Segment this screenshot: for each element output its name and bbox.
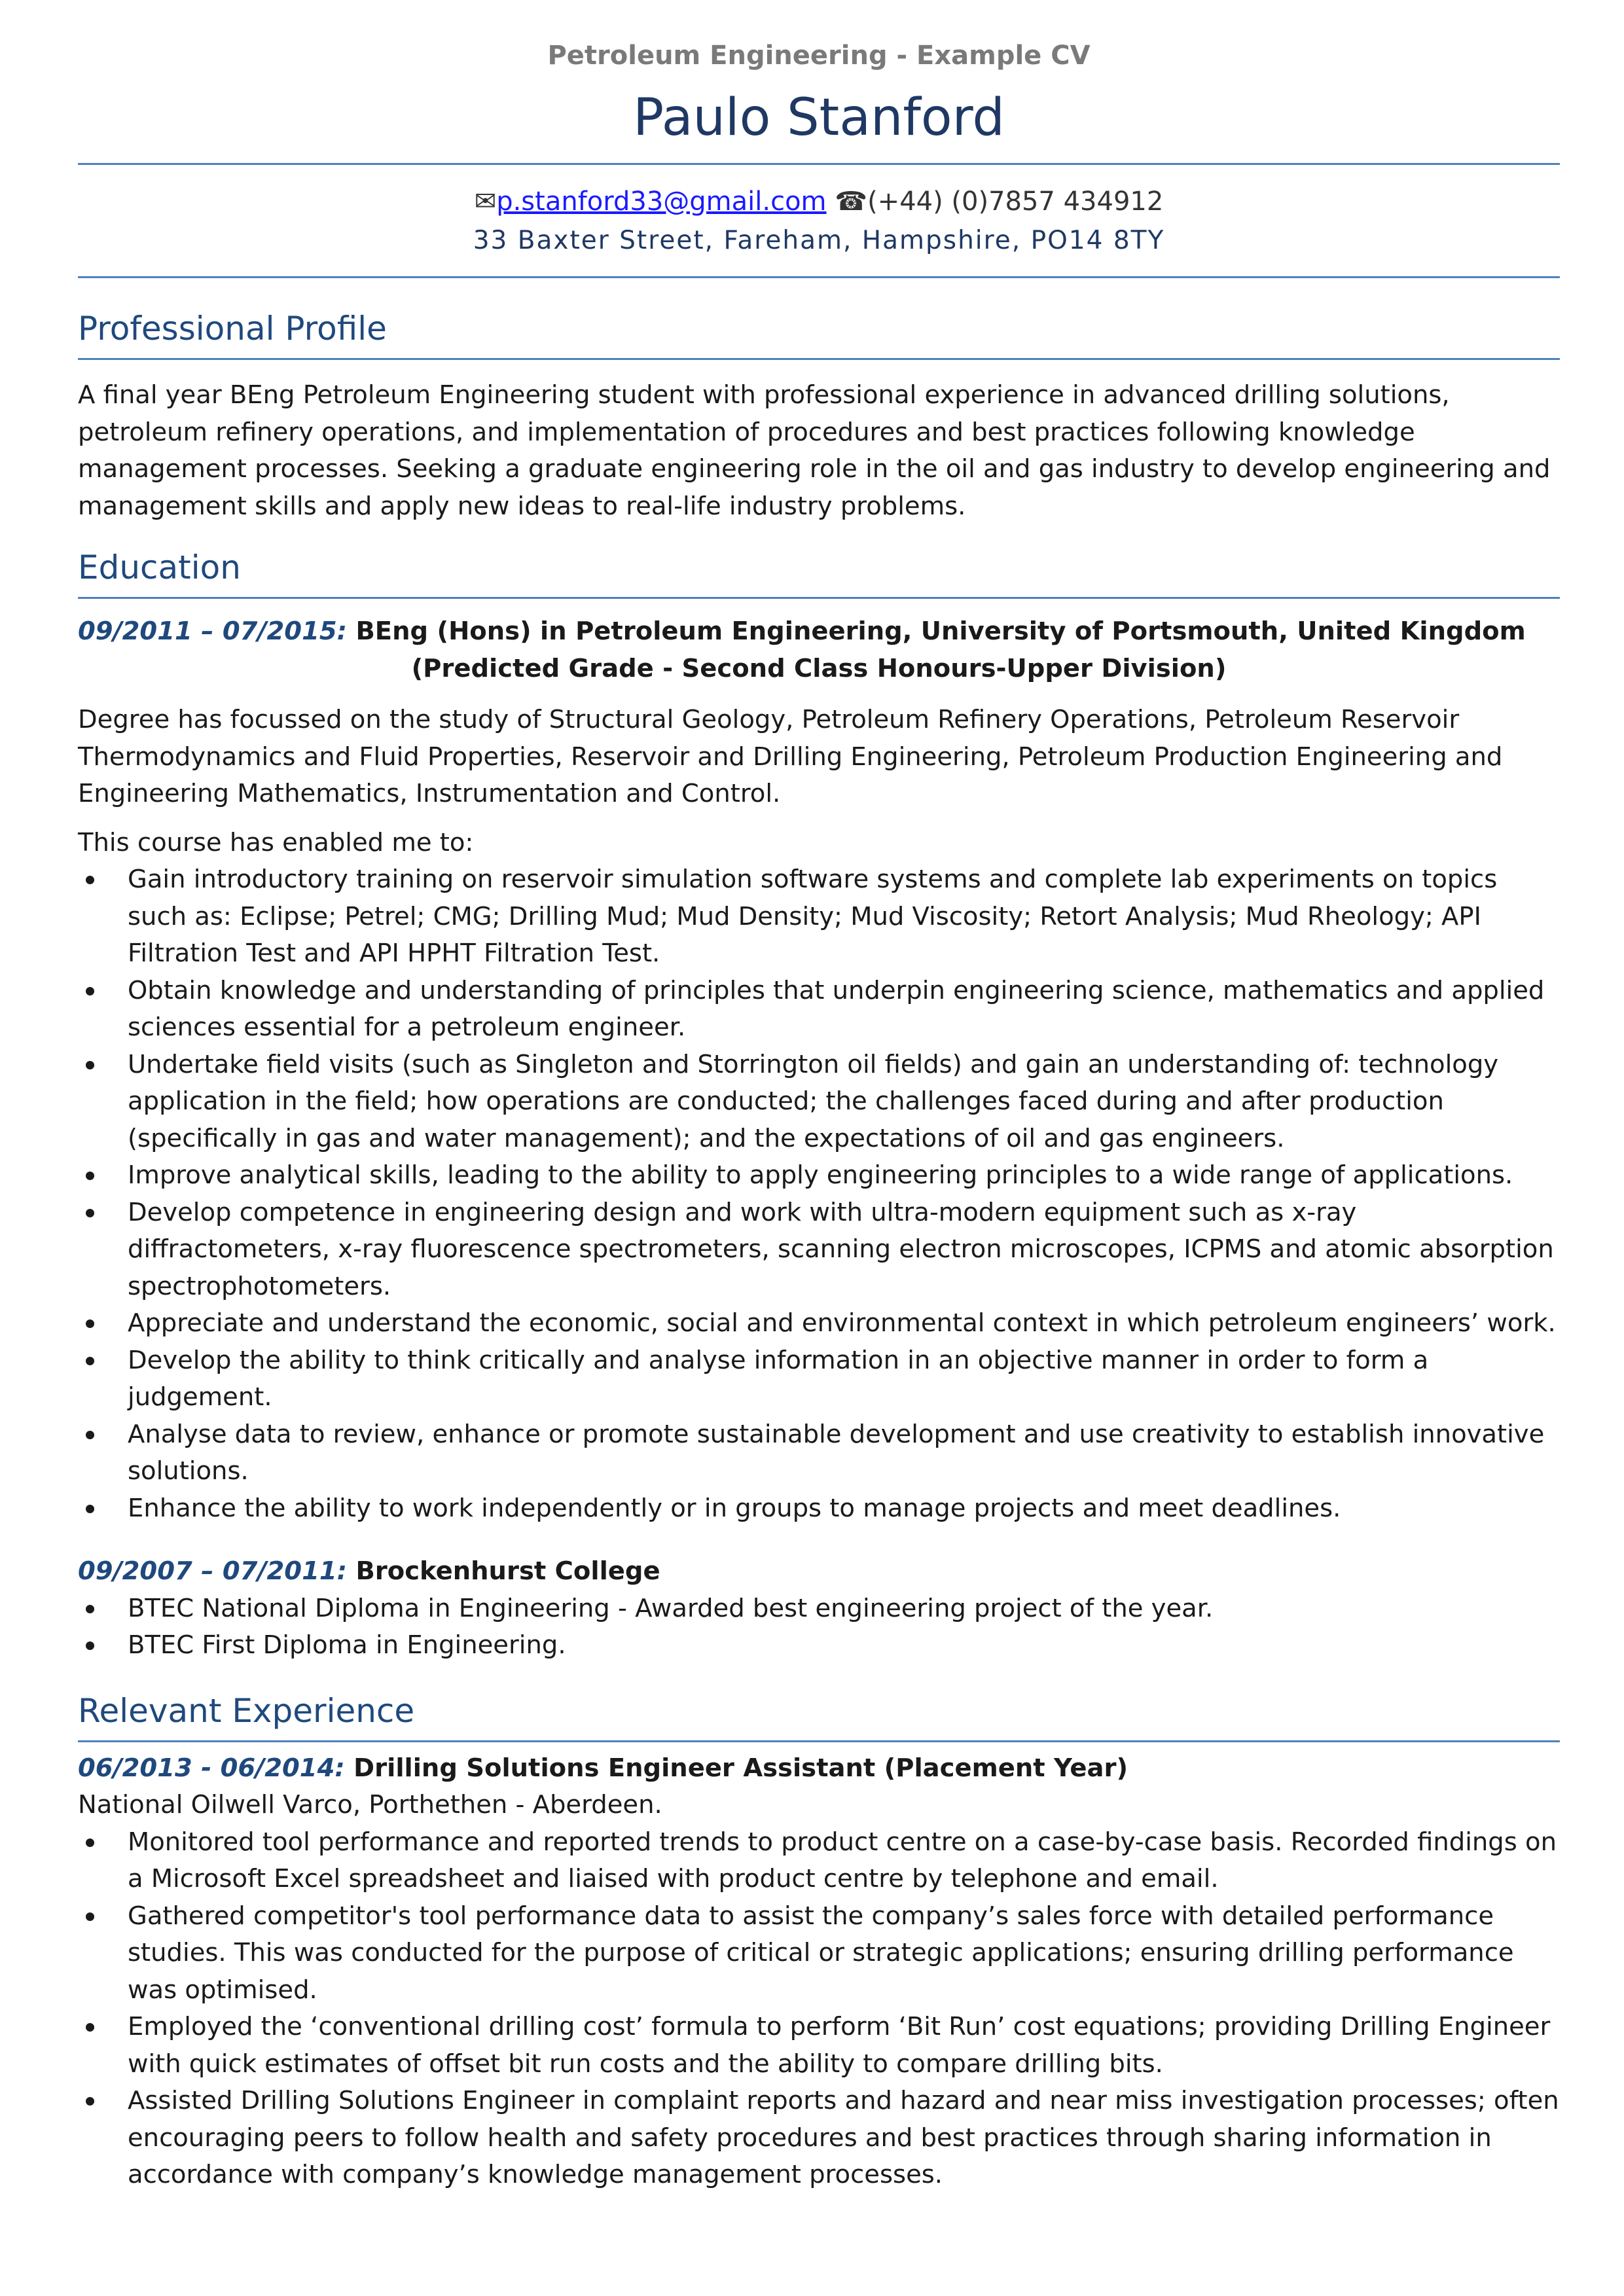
list-item-text: Appreciate and understand the economic, social and environmental context in which petroleum engineers’ work. bbox=[128, 1308, 1556, 1338]
entry-date: 06/2013 - 06/2014: bbox=[78, 1753, 345, 1783]
section-title-education: Education bbox=[78, 548, 241, 586]
list-item bbox=[78, 1157, 1560, 1194]
list-item-text: Gathered competitor's tool performance data to assist the company’s sales force with detailed performance studies. This was conducted for the purpose of critical or strategic applications; ensuring drilling performance was optimised. bbox=[128, 1901, 1514, 2005]
list-item bbox=[78, 1898, 1560, 2009]
bullet-icon bbox=[86, 1641, 94, 1650]
entry-heading bbox=[78, 1750, 1560, 1787]
envelope-icon: ✉ bbox=[474, 187, 497, 217]
list-item-text: BTEC First Diploma in Engineering. bbox=[128, 1630, 566, 1660]
bullet-list bbox=[78, 1824, 1560, 2194]
bullet-icon bbox=[86, 1357, 94, 1365]
list-item bbox=[78, 1824, 1560, 1898]
entry-intro: This course has enabled me to: bbox=[78, 827, 474, 857]
list-item bbox=[78, 2083, 1560, 2194]
entry-title: BEng (Hons) in Petroleum Engineering, University of Portsmouth, United Kingdom bbox=[355, 617, 1526, 646]
list-item-text: Employed the ‘conventional drilling cost’ formula to perform ‘Bit Run’ cost equations; providing Drilling Engineer with quick estimates of offset bit run costs and the ability to compare drilling bits. bbox=[128, 2012, 1551, 2079]
bullet-icon bbox=[86, 1912, 94, 1921]
entry-subtitle: (Predicted Grade - Second Class Honours-Upper Division) bbox=[411, 653, 1227, 683]
bullet-list bbox=[78, 861, 1560, 1527]
entry-heading bbox=[78, 1553, 1560, 1590]
contact-block bbox=[78, 165, 1560, 276]
education-entry-college bbox=[78, 1553, 1560, 1664]
list-item-text: Enhance the ability to work independently or in groups to manage projects and meet deadlines. bbox=[128, 1493, 1341, 1523]
document-heading: Petroleum Engineering - Example CV bbox=[547, 41, 1091, 71]
bullet-icon bbox=[86, 1172, 94, 1180]
entry-description: Degree has focussed on the study of Structural Geology, Petroleum Refinery Operations, Petroleum Reservoir Thermodynamics and Fluid Properties, Reservoir and Drilling Engineering, Petroleum Production Engineering and Engineering Mathematics, Instrumentation and Control. bbox=[78, 705, 1503, 808]
bullet-icon bbox=[86, 1209, 94, 1217]
bullet-icon bbox=[86, 2097, 94, 2106]
entry-title: Brockenhurst College bbox=[355, 1556, 660, 1586]
bullet-icon bbox=[86, 1061, 94, 1069]
list-item bbox=[78, 1194, 1560, 1306]
contact-line bbox=[78, 182, 1560, 221]
bullet-icon bbox=[86, 1839, 94, 1847]
list-item bbox=[78, 1627, 1560, 1664]
list-item-text: BTEC National Diploma in Engineering - Awarded best engineering project of the year. bbox=[128, 1593, 1214, 1623]
bullet-list bbox=[78, 1590, 1560, 1664]
section-title-experience: Relevant Experience bbox=[78, 1691, 415, 1730]
experience-entry bbox=[78, 1750, 1560, 2194]
list-item-text: Monitored tool performance and reported trends to product centre on a case-by-case basis. Recorded findings on a Microsoft Excel spreadsheet and liaised with product centre by telephone and email. bbox=[128, 1827, 1557, 1893]
list-item bbox=[78, 1416, 1560, 1490]
profile-text: A final year BEng Petroleum Engineering student with professional experience in advanced drilling solutions, petroleum refinery operations, and implementation of procedures and best practices following knowledge management processes. Seeking a graduate engineering role in the oil and gas industry to develop engineering and management skills and apply new ideas to real-life industry problems. bbox=[78, 380, 1551, 521]
candidate-name: Paulo Stanford bbox=[633, 88, 1005, 147]
list-item-text: Gain introductory training on reservoir simulation software systems and complete lab experiments on topics such as: Eclipse; Petrel; CMG; Drilling Mud; Mud Density; Mud Viscosity; Retort Analysis; Mud Rheology; API Filtration Test and API HPHT Filtration Test. bbox=[128, 865, 1498, 968]
section-title-profile: Professional Profile bbox=[78, 310, 387, 348]
list-item bbox=[78, 2009, 1560, 2083]
cv-content bbox=[78, 36, 1560, 2194]
email-link[interactable]: p.stanford33@gmail.com bbox=[496, 187, 827, 217]
list-item-text: Obtain knowledge and understanding of principles that underpin engineering science, mathematics and applied sciences essential for a petroleum engineer. bbox=[128, 975, 1545, 1042]
list-item bbox=[78, 861, 1560, 973]
list-item-text: Improve analytical skills, leading to the ability to apply engineering principles to a wide range of applications. bbox=[128, 1160, 1513, 1190]
list-item-text: Develop the ability to think critically and analyse information in an objective manner in order to form a judgement. bbox=[128, 1345, 1429, 1412]
bullet-icon bbox=[86, 2023, 94, 2032]
bullet-icon bbox=[86, 1605, 94, 1613]
list-item bbox=[78, 1590, 1560, 1628]
list-item-text: Assisted Drilling Solutions Engineer in complaint reports and hazard and near miss investigation processes; often encouraging peers to follow health and safety procedures and best practices through sharing information in accordance with company’s knowledge management processes. bbox=[128, 2086, 1559, 2189]
list-item-text: Analyse data to review, enhance or promote sustainable development and use creativity to establish innovative solutions. bbox=[128, 1419, 1545, 1486]
list-item-text: Develop competence in engineering design and work with ultra-modern equipment such as x-ray diffractometers, x-ray fluorescence spectrometers, scanning electron microscopes, ICPMS and atomic absorption spectrophotometers. bbox=[128, 1197, 1554, 1301]
postal-address: 33 Baxter Street, Fareham, Hampshire, PO14 8TY bbox=[473, 226, 1165, 255]
telephone-icon: ☎ bbox=[835, 187, 868, 217]
list-item bbox=[78, 1047, 1560, 1158]
entry-date: 09/2011 – 07/2015: bbox=[78, 617, 348, 646]
entry-title: Drilling Solutions Engineer Assistant (Placement Year) bbox=[353, 1753, 1128, 1783]
bullet-icon bbox=[86, 1505, 94, 1513]
bullet-icon bbox=[86, 987, 94, 996]
list-item bbox=[78, 1305, 1560, 1342]
entry-company: National Oilwell Varco, Porthethen - Aberdeen. bbox=[78, 1790, 662, 1820]
bullet-icon bbox=[86, 876, 94, 884]
entry-date: 09/2007 – 07/2011: bbox=[78, 1556, 348, 1586]
bullet-icon bbox=[86, 1431, 94, 1439]
list-item bbox=[78, 1342, 1560, 1416]
section-rule-profile bbox=[78, 358, 1560, 360]
entry-heading bbox=[78, 613, 1560, 651]
section-rule-education bbox=[78, 597, 1560, 599]
list-item bbox=[78, 1490, 1560, 1528]
bullet-icon bbox=[86, 1319, 94, 1328]
list-item-text: Undertake field visits (such as Singleton and Storrington oil fields) and gain an understanding of: technology application in the field; how operations are conducted; the challenges faced during and after production (specifically in gas and water management); and the expectations of oil and gas engineers. bbox=[128, 1049, 1499, 1153]
list-item bbox=[78, 973, 1560, 1047]
section-rule-experience bbox=[78, 1740, 1560, 1742]
education-entry-university bbox=[78, 613, 1560, 1527]
phone-number: (+44) (0)7857 434912 bbox=[867, 187, 1164, 217]
